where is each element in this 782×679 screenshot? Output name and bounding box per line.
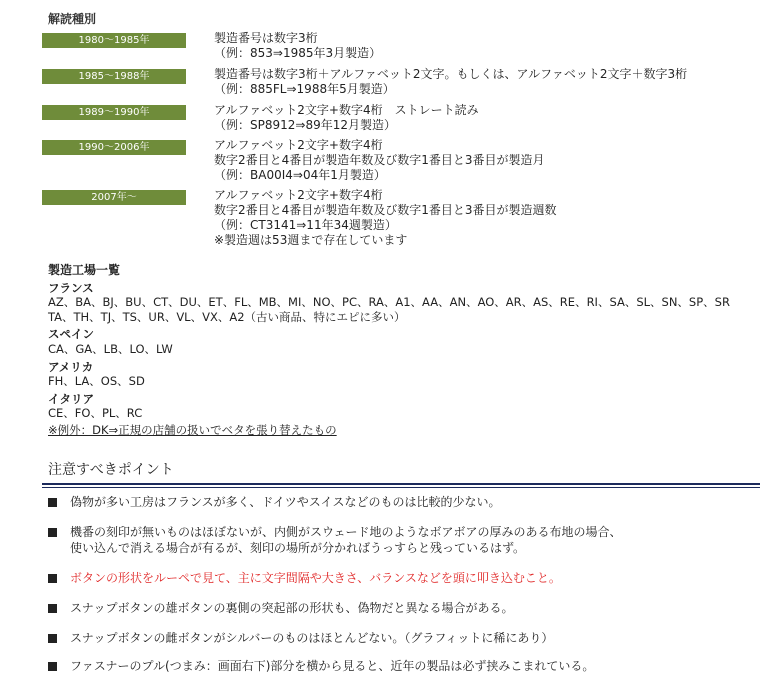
factory-codes: CA、GA、LB、LO、LW (48, 341, 173, 356)
era-badge: 1989～1990年 (42, 105, 186, 120)
era-badge: 1990～2006年 (42, 140, 186, 155)
era-line: （例：SP8912⇒89年12月製造） (214, 118, 396, 132)
point-text: スナップボタンの雄ボタンの裏側の突起部の形状も、偽物だと異なる場合がある。 (70, 601, 514, 615)
era-line: （例：BA00I4⇒04年1月製造） (214, 168, 386, 182)
point-text: 使い込んで消える場合が有るが、刻印の場所が分かればうっすらと残っているはず。 (70, 541, 526, 555)
era-description (214, 67, 687, 97)
era-description (214, 188, 557, 248)
point-item (48, 600, 773, 616)
era-description (214, 138, 545, 183)
square-bullet-icon (48, 662, 57, 671)
era-line: アルファベット2文字+数字4桁 (214, 188, 383, 202)
factory-exception-note: ※例外：DK⇒正規の店舗の扱いでベタを張り替えたもの (48, 422, 337, 437)
square-bullet-icon (48, 634, 57, 643)
section-divider (42, 483, 760, 485)
factory-list (48, 263, 778, 438)
era-line: 製造番号は数字3桁＋アルファベット2文字。もしくは、アルファベット2文字＋数字3桁 (214, 67, 688, 81)
era-line: アルファベット2文字+数字4桁 (214, 138, 383, 152)
factory-codes: CE、FO、PL、RC (48, 406, 143, 421)
square-bullet-icon (48, 528, 57, 537)
country-name-italy: イタリア (48, 391, 94, 406)
square-bullet-icon (48, 604, 57, 613)
factory-list-title: 製造工場一覧 (48, 263, 121, 277)
era-badge: 1985～1988年 (42, 69, 186, 84)
point-item (48, 494, 773, 510)
points-title: 注意すべきポイント (48, 462, 174, 478)
point-item (48, 524, 773, 556)
point-text: ファスナーのプル(つまみ：画面右下)部分を横から見ると、近年の製品は必ず挟みこまれている。 (70, 659, 595, 673)
era-line: アルファベット2文字+数字4桁 ストレート読み (214, 103, 479, 117)
era-description (214, 103, 479, 133)
section-divider-thin (42, 487, 760, 488)
factory-codes: TA、TH、TJ、TS、UR、VL、VX、A2（古い商品、特にエピに多い） (48, 309, 406, 324)
country-name-france: フランス (48, 280, 94, 295)
era-line: （例：853⇒1985年3月製造） (214, 46, 382, 60)
country-name-usa: アメリカ (48, 359, 94, 374)
point-item (48, 630, 773, 646)
era-line: ※製造週は53週まで存在しています (214, 233, 408, 247)
era-line: （例：885FL⇒1988年5月製造） (214, 82, 395, 96)
era-description (214, 31, 381, 61)
point-text: ボタンの形状をルーペで見て、主に文字間隔や大きさ、バランスなどを頭に叩き込むこと。 (70, 571, 561, 585)
square-bullet-icon (48, 498, 57, 507)
factory-codes: AZ、BA、BJ、BU、CT、DU、ET、FL、MB、MI、NO、PC、RA、A1、AA、AN、AO、AR、AS、RE、RI、SA、SL、SN、SP、SR (48, 295, 730, 310)
point-item (48, 658, 773, 674)
era-line: （例：CT3141⇒11年34週製造） (214, 218, 397, 232)
point-text: 機番の刻印が無いものはほぼないが、内側がスウェード地のようなボアボアの厚みのある布地の場合、 (70, 525, 622, 539)
era-badge: 1980～1985年 (42, 33, 186, 48)
era-line: 製造番号は数字3桁 (214, 31, 318, 45)
point-text: 偽物が多い工房はフランスが多く、ドイツやスイスなどのものは比較的少ない。 (70, 495, 501, 509)
point-text: スナップボタンの雌ボタンがシルバーのものはほとんどない。（グラフィットに稀にあり） (70, 631, 554, 645)
era-line: 数字2番目と4番目が製造年数及び数字1番目と3番目が製造月 (214, 153, 545, 167)
era-line: 数字2番目と4番目が製造年数及び数字1番目と3番目が製造週数 (214, 203, 557, 217)
era-badge: 2007年～ (42, 190, 186, 205)
factory-codes: FH、LA、OS、SD (48, 374, 145, 389)
point-item-highlight (48, 570, 773, 586)
country-name-spain: スペイン (48, 327, 94, 342)
section-heading-decoding: 解読種別 (48, 12, 97, 26)
square-bullet-icon (48, 574, 57, 583)
